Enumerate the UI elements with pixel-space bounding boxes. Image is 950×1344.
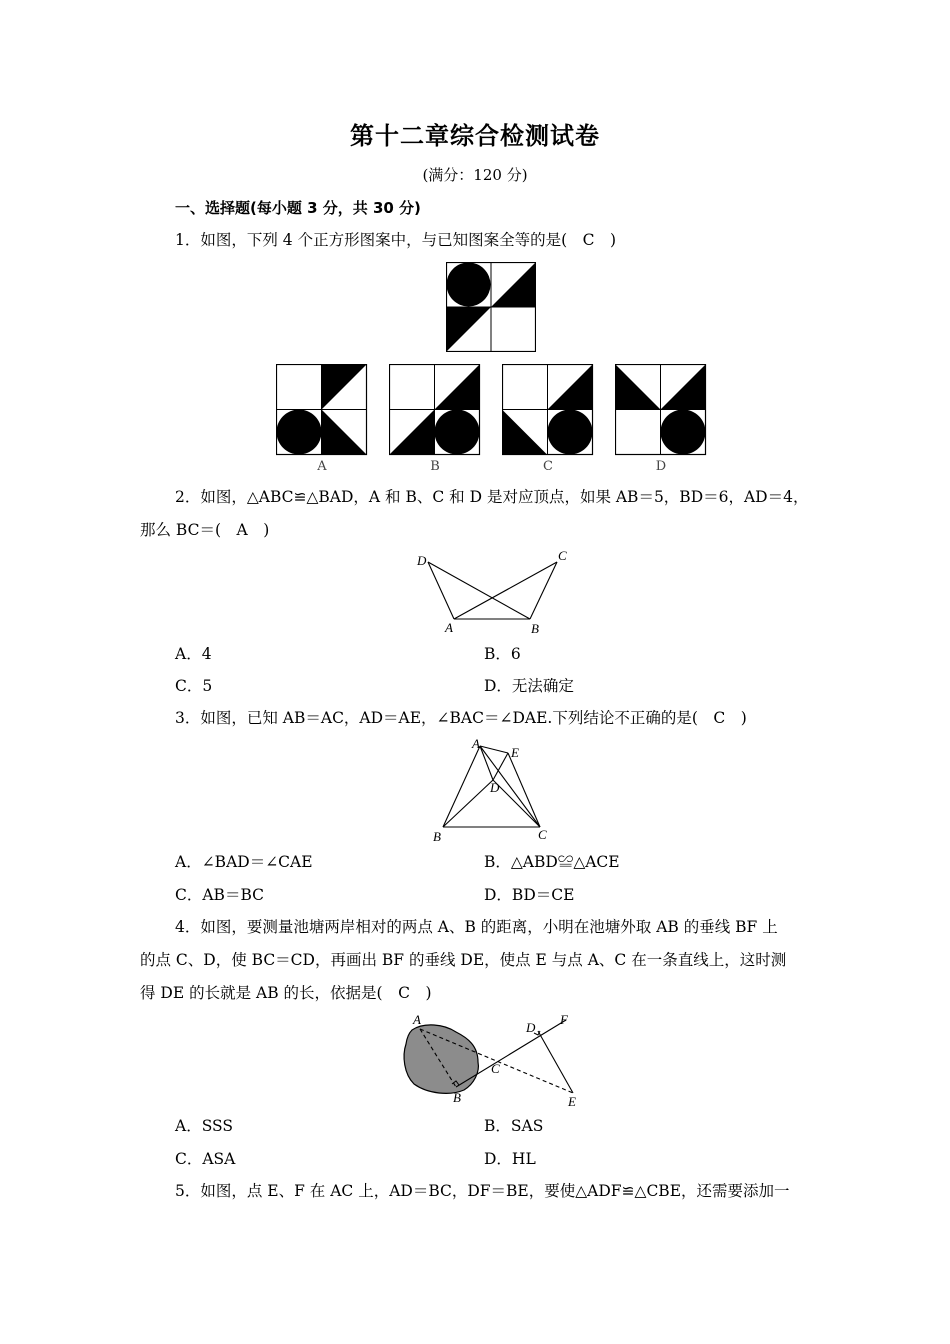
score-note: (满分：120 分): [422, 166, 528, 184]
q3-option-b: B．△ABD≌△ACE: [484, 853, 620, 871]
q2-point-c: C: [558, 548, 567, 563]
q1-option-b-pattern: [389, 364, 481, 456]
page-title: 第十二章综合检测试卷: [350, 122, 600, 150]
q4-figure: [398, 1010, 583, 1110]
q3-point-d: D: [490, 780, 500, 795]
q2-option-b: B．6: [484, 645, 521, 663]
q1-option-d-pattern: [615, 364, 707, 456]
q4-option-c: C．ASA: [175, 1150, 236, 1168]
q2-point-b: B: [531, 621, 539, 636]
q1-label-d: D: [655, 459, 667, 474]
q2-option-a: A．4: [175, 645, 212, 663]
q1-option-c-pattern: [502, 364, 594, 456]
q3-point-a: A: [472, 736, 480, 751]
q4-point-b: B: [453, 1090, 461, 1105]
q2-point-d: D: [417, 553, 427, 568]
q2-figure: [412, 546, 572, 638]
q3-option-c: C．AB＝BC: [175, 886, 264, 904]
q4-option-a: A．SSS: [175, 1117, 234, 1135]
q2-stem-line1: 2．如图，△ABC≌△BAD，A 和 B、C 和 D 是对应顶点，如果 AB＝5，BD＝6，AD＝4，: [175, 488, 809, 506]
q2-stem-line2: 那么 BC＝( A ): [140, 521, 270, 539]
q1-label-b: B: [430, 459, 440, 474]
q4-stem-line1: 4．如图，要测量池塘两岸相对的两点 A、B 的距离，小明在池塘外取 AB 的垂线 BF 上: [175, 918, 778, 936]
section-heading: 一、选择题(每小题 3 分，共 30 分): [175, 199, 421, 217]
q2-option-d: D．无法确定: [484, 677, 574, 695]
q4-stem-line2: 的点 C、D，使 BC＝CD，再画出 BF 的垂线 DE，使点 E 与点 A、C 在一条直线上，这时测: [140, 951, 787, 969]
q4-point-c: C: [491, 1061, 500, 1076]
q1-label-a: A: [317, 459, 327, 474]
q4-option-b: B．SAS: [484, 1117, 544, 1135]
q4-point-a: A: [413, 1012, 421, 1027]
q1-given-pattern: [446, 262, 536, 352]
q1-option-a-pattern: [276, 364, 368, 456]
q2-option-c: C．5: [175, 677, 213, 695]
q3-point-b: B: [433, 829, 441, 844]
q3-stem: 3．如图，已知 AB＝AC，AD＝AE，∠BAC＝∠DAE.下列结论不正确的是( C ): [175, 709, 747, 727]
q3-point-c: C: [538, 827, 547, 842]
q4-point-d: D: [526, 1020, 536, 1035]
q2-point-a: A: [445, 620, 453, 635]
q4-option-d: D．HL: [484, 1150, 536, 1168]
q4-stem-line3: 得 DE 的长就是 AB 的长，依据是( C ): [140, 984, 432, 1002]
q3-figure: [430, 736, 555, 846]
q5-stem: 5．如图，点 E、F 在 AC 上，AD＝BC，DF＝BE，要使△ADF≌△CBE，还需要添加一: [175, 1182, 790, 1200]
q1-stem: 1．如图，下列 4 个正方形图案中，与已知图案全等的是( C ): [175, 231, 617, 249]
q3-option-a: A．∠BAD＝∠CAE: [175, 853, 313, 871]
q4-point-f: F: [560, 1012, 568, 1027]
q4-point-e: E: [568, 1094, 576, 1109]
q3-point-e: E: [511, 745, 519, 760]
q1-label-c: C: [543, 459, 553, 474]
q3-option-d: D．BD＝CE: [484, 886, 575, 904]
